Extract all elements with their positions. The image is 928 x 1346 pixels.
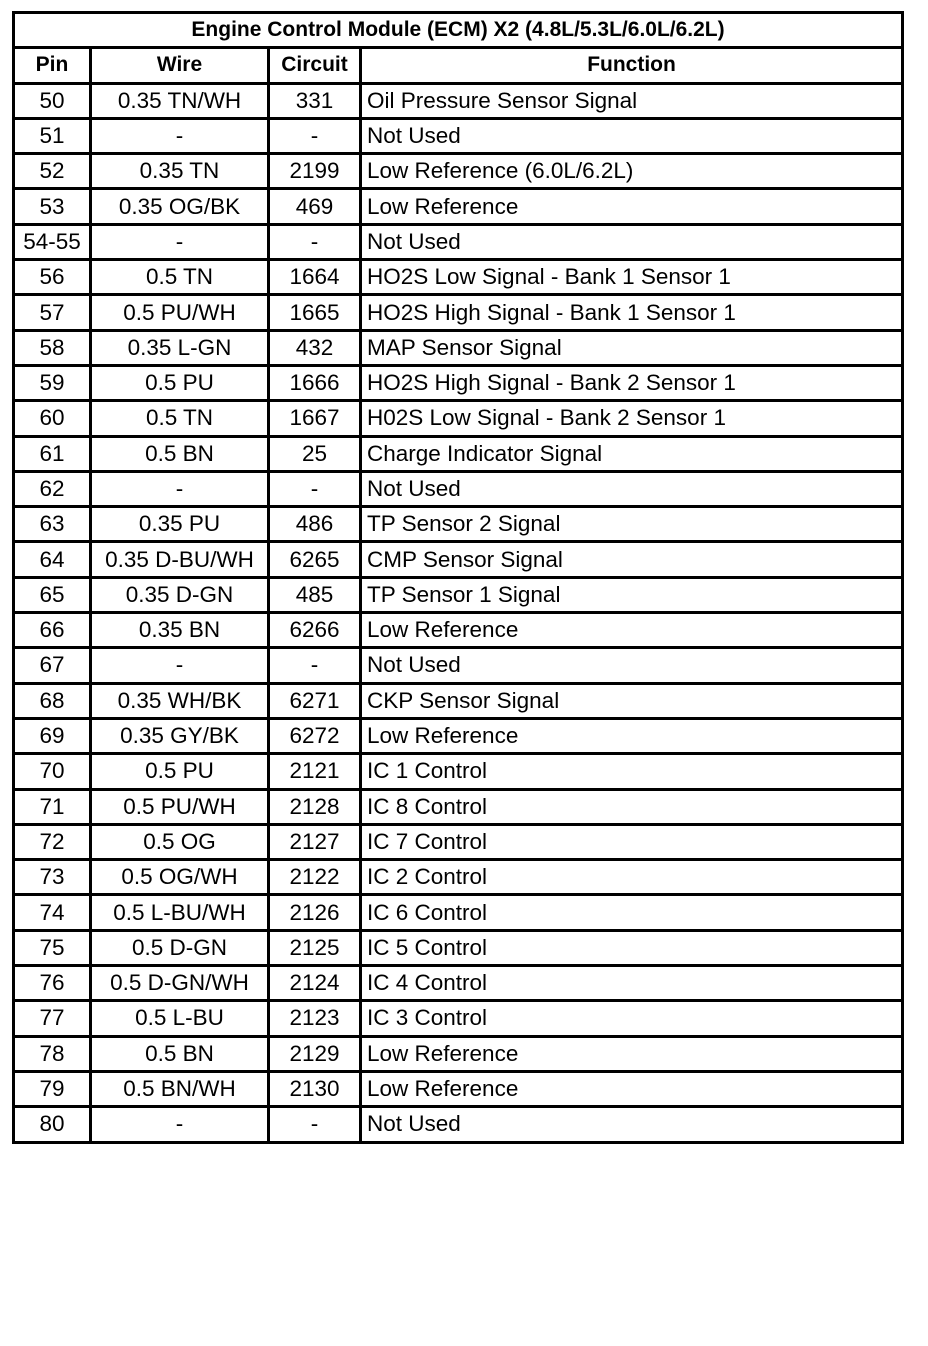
wire-cell: 0.35 D-GN xyxy=(91,577,269,612)
wire-cell: 0.5 PU/WH xyxy=(91,295,269,330)
table-row xyxy=(14,260,903,295)
function-cell: Low Reference (6.0L/6.2L) xyxy=(361,154,903,189)
pin-cell: 60 xyxy=(14,401,91,436)
function-cell: Low Reference xyxy=(361,718,903,753)
circuit-cell: 469 xyxy=(269,189,361,224)
circuit-cell: 2126 xyxy=(269,895,361,930)
function-cell: IC 1 Control xyxy=(361,754,903,789)
wire-cell: 0.35 BN xyxy=(91,613,269,648)
table-row xyxy=(14,1071,903,1106)
wire-cell: 0.5 PU xyxy=(91,365,269,400)
pin-cell: 80 xyxy=(14,1107,91,1142)
function-cell: Low Reference xyxy=(361,1071,903,1106)
function-cell: IC 2 Control xyxy=(361,860,903,895)
wire-cell: 0.5 D-GN xyxy=(91,930,269,965)
circuit-cell: 6265 xyxy=(269,542,361,577)
function-cell: IC 7 Control xyxy=(361,824,903,859)
pin-cell: 53 xyxy=(14,189,91,224)
pin-cell: 54-55 xyxy=(14,224,91,259)
circuit-cell: 432 xyxy=(269,330,361,365)
circuit-cell: 1664 xyxy=(269,260,361,295)
pin-cell: 67 xyxy=(14,648,91,683)
table-row xyxy=(14,436,903,471)
circuit-cell: 2129 xyxy=(269,1036,361,1071)
table-row xyxy=(14,1107,903,1142)
pin-cell: 75 xyxy=(14,930,91,965)
function-cell: TP Sensor 1 Signal xyxy=(361,577,903,612)
wire-cell: 0.5 OG/WH xyxy=(91,860,269,895)
function-cell: Low Reference xyxy=(361,189,903,224)
table-row xyxy=(14,154,903,189)
wire-cell: 0.5 L-BU xyxy=(91,1001,269,1036)
pin-cell: 50 xyxy=(14,83,91,118)
circuit-cell: 2122 xyxy=(269,860,361,895)
wire-cell: 0.5 BN/WH xyxy=(91,1071,269,1106)
function-cell: CMP Sensor Signal xyxy=(361,542,903,577)
function-cell: MAP Sensor Signal xyxy=(361,330,903,365)
table-row xyxy=(14,365,903,400)
table-row xyxy=(14,754,903,789)
header-circuit: Circuit xyxy=(269,48,361,83)
table-row xyxy=(14,118,903,153)
wire-cell: 0.35 TN xyxy=(91,154,269,189)
function-cell: Not Used xyxy=(361,118,903,153)
table-row xyxy=(14,507,903,542)
pin-cell: 71 xyxy=(14,789,91,824)
pin-cell: 65 xyxy=(14,577,91,612)
table-row xyxy=(14,295,903,330)
table-row xyxy=(14,1036,903,1071)
function-cell: IC 3 Control xyxy=(361,1001,903,1036)
pin-cell: 76 xyxy=(14,966,91,1001)
wire-cell: 0.5 BN xyxy=(91,1036,269,1071)
wire-cell: 0.5 PU xyxy=(91,754,269,789)
header-function: Function xyxy=(361,48,903,83)
wire-cell: 0.5 D-GN/WH xyxy=(91,966,269,1001)
pin-cell: 69 xyxy=(14,718,91,753)
table-row xyxy=(14,1001,903,1036)
wire-cell: 0.5 TN xyxy=(91,260,269,295)
circuit-cell: 2124 xyxy=(269,966,361,1001)
circuit-cell: - xyxy=(269,1107,361,1142)
function-cell: Oil Pressure Sensor Signal xyxy=(361,83,903,118)
table-row xyxy=(14,83,903,118)
wire-cell: - xyxy=(91,224,269,259)
table-row xyxy=(14,542,903,577)
function-cell: Not Used xyxy=(361,648,903,683)
pin-cell: 56 xyxy=(14,260,91,295)
pin-cell: 63 xyxy=(14,507,91,542)
table-row xyxy=(14,189,903,224)
function-cell: IC 6 Control xyxy=(361,895,903,930)
wire-cell: - xyxy=(91,1107,269,1142)
table-row xyxy=(14,718,903,753)
wire-cell: 0.5 TN xyxy=(91,401,269,436)
function-cell: IC 5 Control xyxy=(361,930,903,965)
table-body xyxy=(14,83,903,1142)
function-cell: Not Used xyxy=(361,1107,903,1142)
pin-cell: 64 xyxy=(14,542,91,577)
circuit-cell: - xyxy=(269,471,361,506)
circuit-cell: 2123 xyxy=(269,1001,361,1036)
function-cell: Charge Indicator Signal xyxy=(361,436,903,471)
wire-cell: 0.35 D-BU/WH xyxy=(91,542,269,577)
function-cell: Low Reference xyxy=(361,613,903,648)
pin-cell: 77 xyxy=(14,1001,91,1036)
table-row xyxy=(14,966,903,1001)
table-row xyxy=(14,824,903,859)
wire-cell: 0.35 OG/BK xyxy=(91,189,269,224)
table-row xyxy=(14,648,903,683)
wire-cell: 0.35 GY/BK xyxy=(91,718,269,753)
pin-cell: 57 xyxy=(14,295,91,330)
function-cell: H02S Low Signal - Bank 2 Sensor 1 xyxy=(361,401,903,436)
pin-cell: 78 xyxy=(14,1036,91,1071)
table-row xyxy=(14,789,903,824)
pin-cell: 66 xyxy=(14,613,91,648)
function-cell: HO2S Low Signal - Bank 1 Sensor 1 xyxy=(361,260,903,295)
pin-cell: 68 xyxy=(14,683,91,718)
circuit-cell: 486 xyxy=(269,507,361,542)
wire-cell: - xyxy=(91,648,269,683)
pin-cell: 73 xyxy=(14,860,91,895)
wire-cell: 0.5 OG xyxy=(91,824,269,859)
pin-cell: 74 xyxy=(14,895,91,930)
pin-cell: 61 xyxy=(14,436,91,471)
wire-cell: - xyxy=(91,471,269,506)
wire-cell: 0.5 PU/WH xyxy=(91,789,269,824)
circuit-cell: 2128 xyxy=(269,789,361,824)
pin-cell: 52 xyxy=(14,154,91,189)
circuit-cell: 485 xyxy=(269,577,361,612)
header-wire: Wire xyxy=(91,48,269,83)
function-cell: HO2S High Signal - Bank 2 Sensor 1 xyxy=(361,365,903,400)
wire-cell: 0.35 L-GN xyxy=(91,330,269,365)
circuit-cell: 2199 xyxy=(269,154,361,189)
pin-cell: 72 xyxy=(14,824,91,859)
table-row xyxy=(14,577,903,612)
function-cell: Low Reference xyxy=(361,1036,903,1071)
pin-cell: 62 xyxy=(14,471,91,506)
function-cell: Not Used xyxy=(361,224,903,259)
circuit-cell: 2127 xyxy=(269,824,361,859)
circuit-cell: 6271 xyxy=(269,683,361,718)
circuit-cell: 6272 xyxy=(269,718,361,753)
circuit-cell: - xyxy=(269,118,361,153)
pin-cell: 58 xyxy=(14,330,91,365)
wire-cell: 0.35 TN/WH xyxy=(91,83,269,118)
pin-cell: 59 xyxy=(14,365,91,400)
header-pin: Pin xyxy=(14,48,91,83)
circuit-cell: 25 xyxy=(269,436,361,471)
table-row xyxy=(14,330,903,365)
table-row xyxy=(14,930,903,965)
circuit-cell: - xyxy=(269,224,361,259)
circuit-cell: 6266 xyxy=(269,613,361,648)
function-cell: CKP Sensor Signal xyxy=(361,683,903,718)
circuit-cell: 2121 xyxy=(269,754,361,789)
pin-cell: 79 xyxy=(14,1071,91,1106)
table-row xyxy=(14,895,903,930)
circuit-cell: 1666 xyxy=(269,365,361,400)
circuit-cell: 1667 xyxy=(269,401,361,436)
wire-cell: - xyxy=(91,118,269,153)
table-row xyxy=(14,613,903,648)
circuit-cell: 1665 xyxy=(269,295,361,330)
table-row xyxy=(14,683,903,718)
function-cell: IC 4 Control xyxy=(361,966,903,1001)
header-row xyxy=(14,48,903,83)
wire-cell: 0.5 BN xyxy=(91,436,269,471)
circuit-cell: 331 xyxy=(269,83,361,118)
table-row xyxy=(14,401,903,436)
function-cell: HO2S High Signal - Bank 1 Sensor 1 xyxy=(361,295,903,330)
wire-cell: 0.35 WH/BK xyxy=(91,683,269,718)
pin-cell: 70 xyxy=(14,754,91,789)
wire-cell: 0.35 PU xyxy=(91,507,269,542)
table-row xyxy=(14,224,903,259)
pin-cell: 51 xyxy=(14,118,91,153)
table-row xyxy=(14,860,903,895)
wire-cell: 0.5 L-BU/WH xyxy=(91,895,269,930)
circuit-cell: 2130 xyxy=(269,1071,361,1106)
table-title: Engine Control Module (ECM) X2 (4.8L/5.3L/6.0L/6.2L) xyxy=(14,13,903,48)
circuit-cell: 2125 xyxy=(269,930,361,965)
function-cell: TP Sensor 2 Signal xyxy=(361,507,903,542)
circuit-cell: - xyxy=(269,648,361,683)
function-cell: Not Used xyxy=(361,471,903,506)
table-row xyxy=(14,471,903,506)
ecm-connector-table xyxy=(12,11,904,1144)
title-row xyxy=(14,13,903,48)
function-cell: IC 8 Control xyxy=(361,789,903,824)
